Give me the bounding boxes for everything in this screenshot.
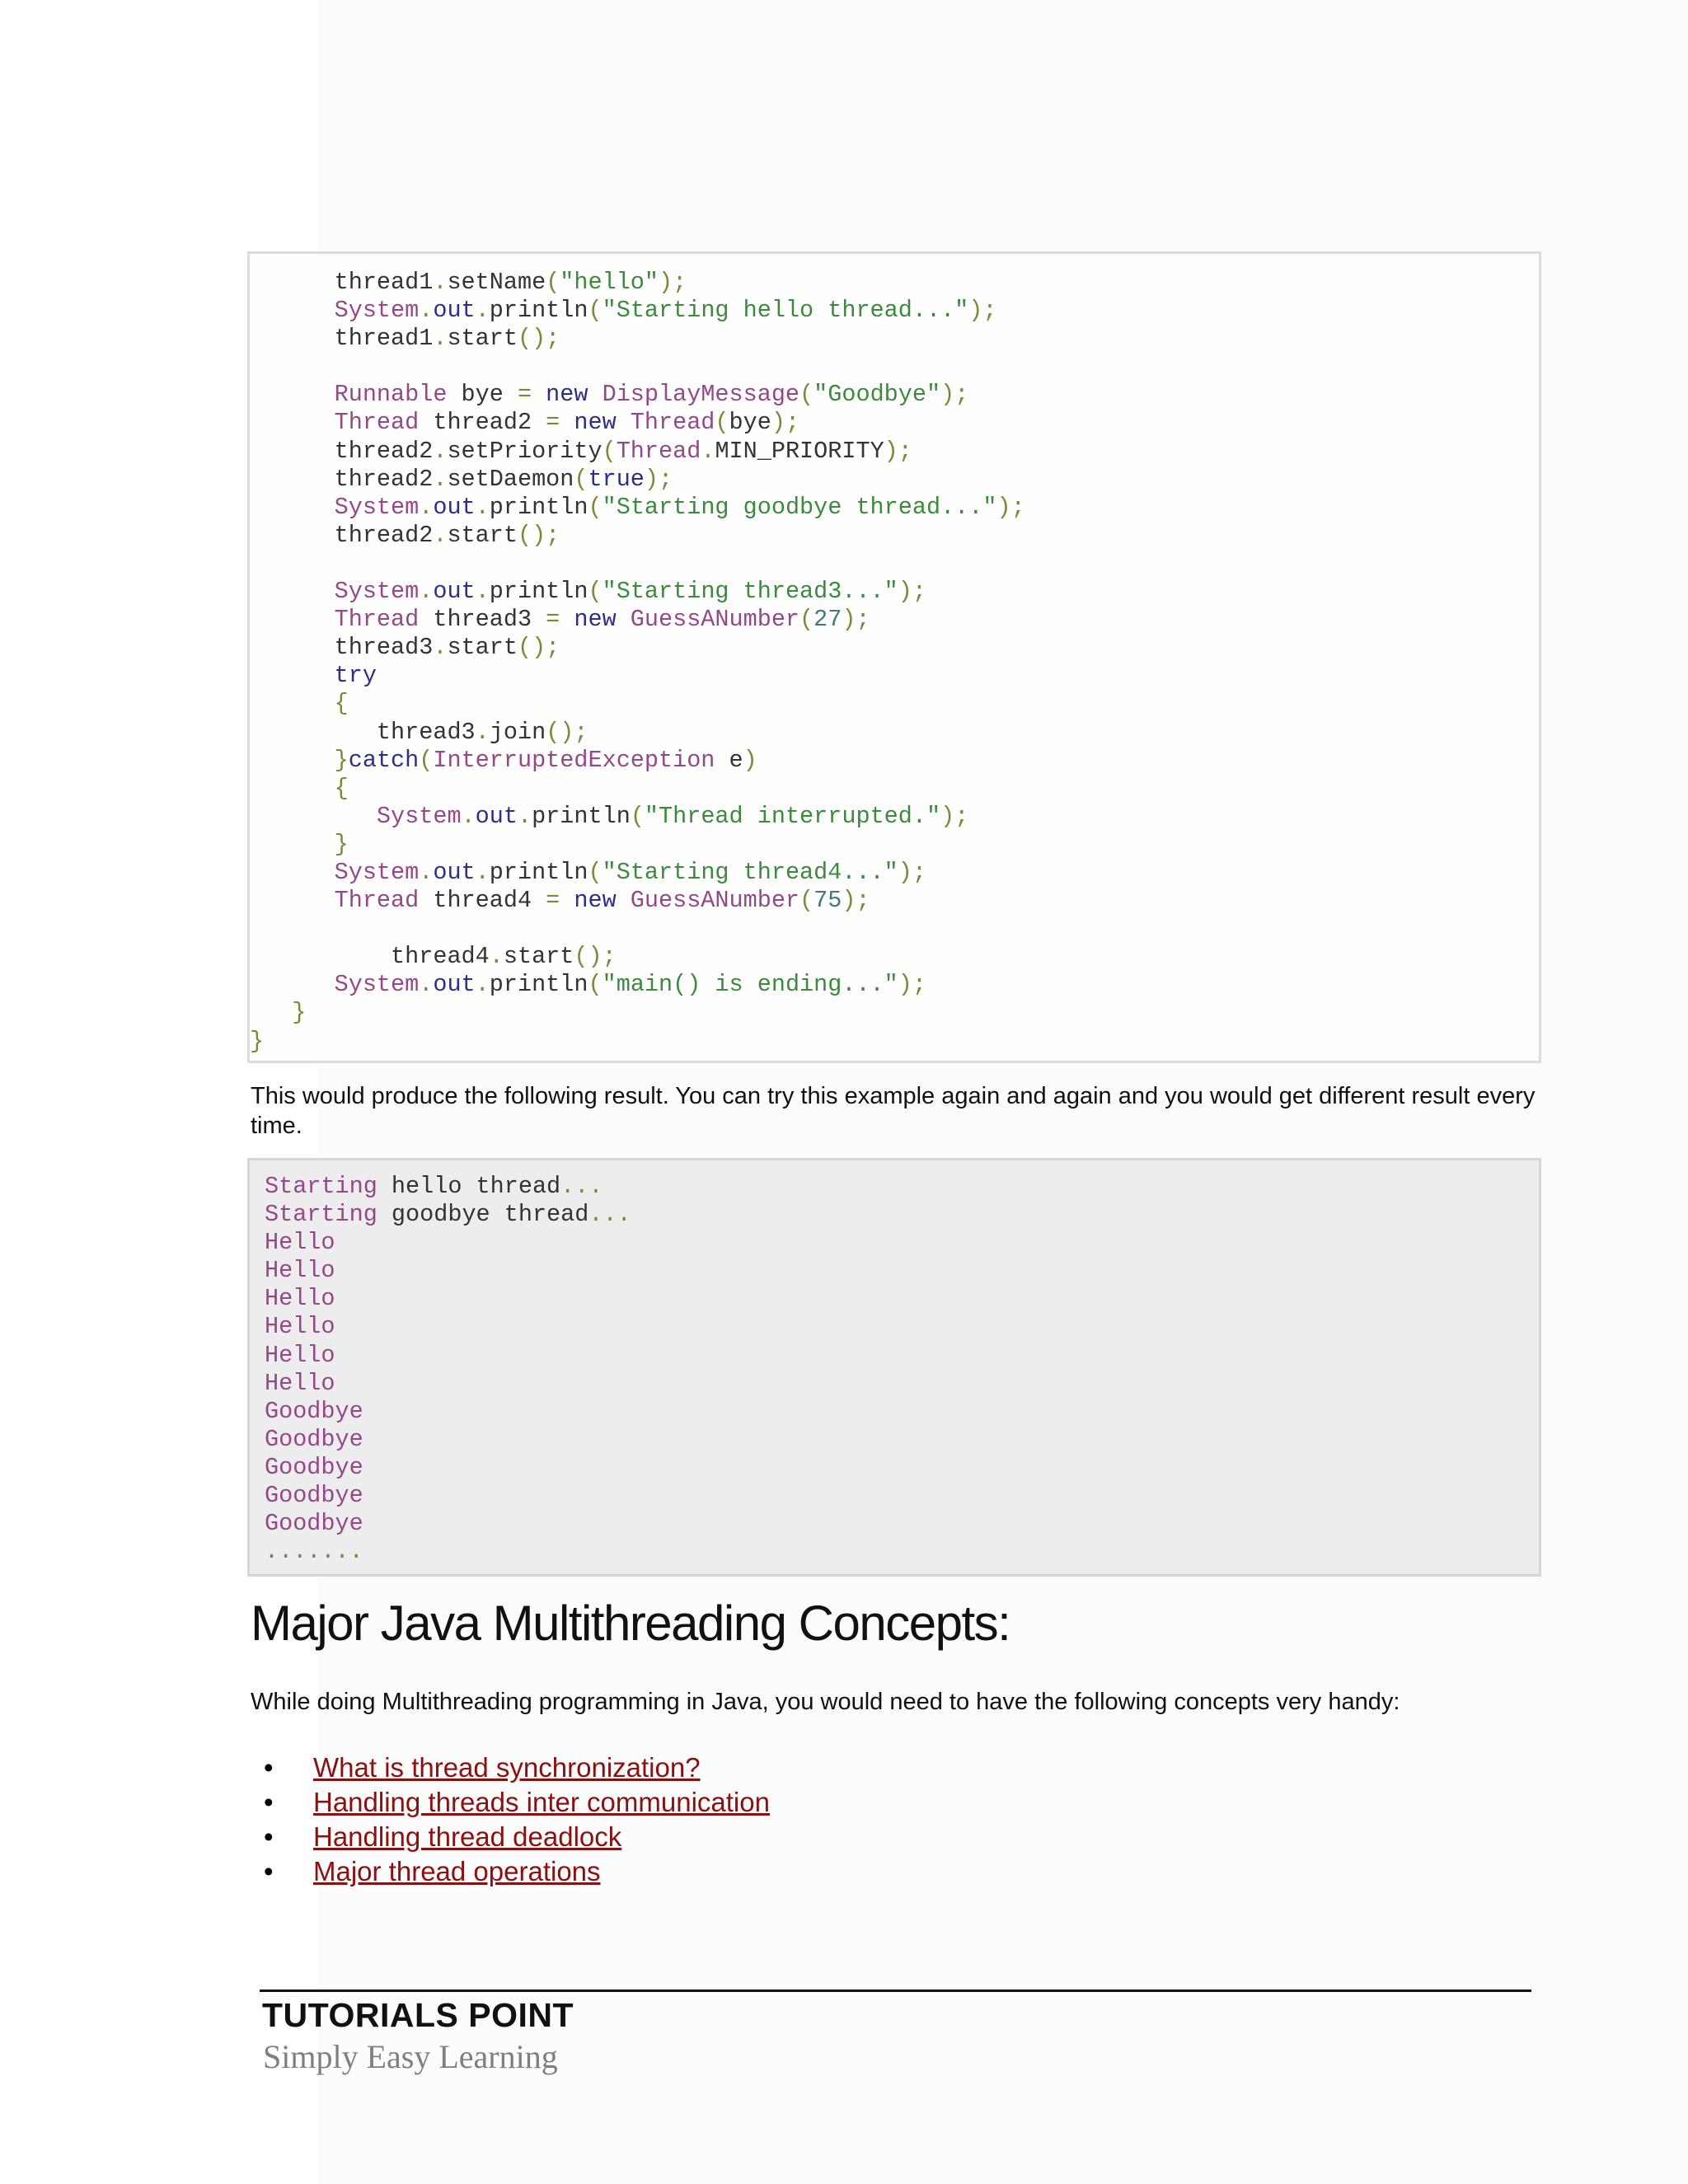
code-line: System.out.println("Starting thread3..."); <box>250 578 926 606</box>
output-line: Goodbye <box>265 1425 363 1453</box>
output-line: Starting hello thread... <box>265 1173 603 1200</box>
code-line: thread2.setDaemon(true); <box>250 465 673 493</box>
link-inter-communication[interactable]: Handling threads inter communication <box>313 1787 770 1817</box>
output-line: Goodbye <box>265 1397 363 1425</box>
output-line: Hello <box>265 1369 335 1397</box>
footer-brand: TUTORIALS POINT <box>262 1996 574 2034</box>
code-line: }catch(InterruptedException e) <box>250 746 757 774</box>
output-line: Goodbye <box>265 1453 363 1481</box>
output-line: Goodbye <box>265 1510 363 1538</box>
java-code-block <box>247 251 1541 1063</box>
code-line: System.out.println("Starting goodbye thread..."); <box>250 493 1025 521</box>
code-line: System.out.println("Starting thread4..."); <box>250 858 926 886</box>
code-line: thread2.setPriority(Thread.MIN_PRIORITY); <box>250 437 912 465</box>
list-item <box>251 1820 770 1854</box>
concept-link-list <box>251 1750 770 1889</box>
code-line: Runnable bye = new DisplayMessage("Goodbye"); <box>250 381 969 409</box>
code-line: System.out.println("Starting hello thread..."); <box>250 297 997 325</box>
footer-tagline: Simply Easy Learning <box>263 2038 558 2075</box>
code-line: thread2.start(); <box>250 521 560 549</box>
output-line: ....... <box>265 1538 363 1566</box>
output-line: Goodbye <box>265 1482 363 1510</box>
code-line: } <box>250 999 307 1027</box>
section-heading: Major Java Multithreading Concepts: <box>251 1596 1010 1651</box>
code-line: thread1.setName("hello"); <box>250 269 687 296</box>
section-intro-text: While doing Multithreading programming in Java, you would need to have the following concepts very handy: <box>251 1689 1400 1715</box>
code-line: System.out.println("main() is ending..."); <box>250 971 926 999</box>
code-line: Thread thread3 = new GuessANumber(27); <box>250 606 870 634</box>
code-line: } <box>250 1027 265 1055</box>
program-output-block <box>247 1158 1541 1577</box>
output-line: Hello <box>265 1341 335 1369</box>
link-thread-deadlock[interactable]: Handling thread deadlock <box>313 1821 622 1852</box>
code-line: try <box>250 662 377 690</box>
output-line: Hello <box>265 1229 335 1257</box>
output-listing <box>265 1173 1539 1566</box>
code-line: thread4.start(); <box>250 943 617 971</box>
code-line: thread1.start(); <box>250 325 560 353</box>
code-line: thread3.join(); <box>250 718 588 746</box>
output-line: Starting goodbye thread... <box>265 1201 631 1229</box>
code-line: thread3.start(); <box>250 634 560 662</box>
code-line: { <box>250 774 349 802</box>
link-thread-operations[interactable]: Major thread operations <box>313 1856 601 1886</box>
output-line: Hello <box>265 1285 335 1313</box>
footer-divider <box>260 1990 1531 1992</box>
link-thread-synchronization[interactable]: What is thread synchronization? <box>313 1752 701 1783</box>
output-line: Hello <box>265 1313 335 1341</box>
result-intro-text: This would produce the following result. You can try this example again and again and you would get different result every time. <box>251 1083 1536 1139</box>
code-line: Thread thread2 = new Thread(bye); <box>250 409 800 437</box>
output-line: Hello <box>265 1257 335 1285</box>
list-item <box>251 1750 770 1785</box>
code-line: } <box>250 830 349 858</box>
code-line: Thread thread4 = new GuessANumber(75); <box>250 887 870 915</box>
code-line: System.out.println("Thread interrupted."); <box>250 802 969 830</box>
list-item <box>251 1785 770 1820</box>
code-line: { <box>250 690 349 718</box>
list-item <box>251 1854 770 1889</box>
code-listing <box>250 269 1539 1056</box>
